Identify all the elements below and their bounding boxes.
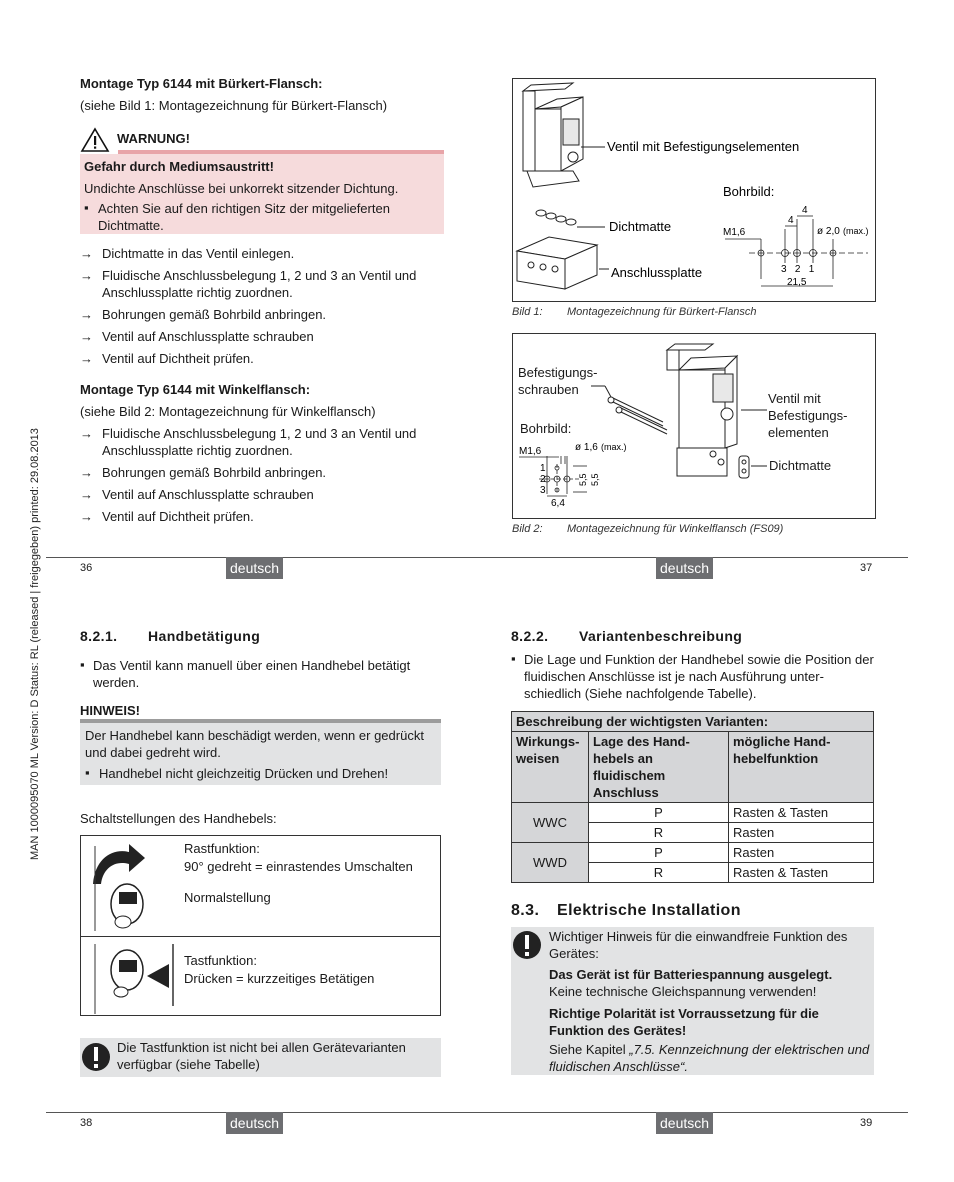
fig2-dim-m: M1,6 [519, 446, 542, 457]
step-2-4: → Ventil auf Dichtheit prüfen. [80, 509, 254, 524]
step-1-4: → Ventil auf Anschlussplatte schrauben [80, 329, 314, 344]
fig2-dim-d: ø 1,6 [575, 442, 598, 453]
language-tab-39: deutsch [656, 1112, 713, 1134]
warning-triangle-icon [80, 127, 110, 153]
fig1-dim-max: (max.) [843, 226, 869, 236]
section-title-elektrische: Elektrische Installation [557, 902, 741, 919]
fig1-dim-ports: 3 2 1 [781, 264, 815, 275]
figure-2-caption: Montagezeichnung für Winkelflansch (FS09) [567, 523, 784, 535]
plate-drawing [517, 237, 597, 289]
info-39-bold-1: Das Gerät ist für Batteriespannung ausgelegt. [549, 967, 833, 982]
figure-1-caption-no: Bild 1: [512, 306, 543, 318]
fig2-dim-64: 6,4 [551, 498, 565, 509]
table-header-function: mögliche Hand- hebelfunktion [729, 732, 874, 803]
heading-montage-buerkert: Montage Typ 6144 mit Bürkert-Flansch: [80, 76, 323, 91]
table-cell-function: Rasten [729, 843, 874, 863]
table-cell-mode: WWD [512, 843, 589, 883]
p39-bullet: ▪ Die Lage und Funktion der Handhebel sowie die Position der fluidischen Anschlüsse ist je nach Ausführung unterschiedlich (Siehe nachfolgende Tabelle). [511, 651, 874, 701]
figure-2 [512, 333, 876, 519]
step-text: Bohrungen gemäß Bohrbild anbringen. [102, 307, 327, 322]
rotate-arrow-icon [93, 844, 145, 884]
language-tab-37: deutsch [656, 557, 713, 579]
section-title-varianten: Variantenbeschreibung [579, 628, 743, 644]
section-number-83: 8.3. [511, 902, 540, 919]
press-arrow-icon [147, 964, 169, 988]
mat-drawing [536, 210, 576, 225]
exclamation-icon [512, 928, 542, 962]
p38-bullet-text: Das Ventil kann manuell über einen Handhebel betätigt werden. [93, 658, 411, 690]
rast-title: Rastfunktion: [184, 841, 260, 856]
step-text: Fluidische Anschlussbelegung 1, 2 und 3 an Ventil und Anschlussplatte richtig zuordnen. [102, 426, 417, 458]
table-cell-function: Rasten & Tasten [729, 863, 874, 883]
subheading-montage-buerkert: (siehe Bild 1: Montagezeichnung für Bürkert-Flansch) [80, 98, 388, 113]
figure-2-drawing [513, 334, 875, 518]
note-bullet: ▪ Handhebel nicht gleichzeitig Drücken und Drehen! [85, 765, 389, 781]
info-39-bold-2: Richtige Polarität ist Vorraussetzung für die Funktion des Gerätes! [549, 1006, 819, 1038]
step-1-1: → Dichtmatte in das Ventil einlegen. [80, 246, 295, 261]
fig1-label-bohrbild: Bohrbild: [723, 184, 775, 199]
language-tab-36: deutsch [226, 557, 283, 579]
step-text: Ventil auf Anschlussplatte schrauben [102, 487, 314, 502]
fig2-screws-drawing [591, 386, 667, 434]
section-number-822: 8.2.2. [511, 628, 549, 644]
rast-text: 90° gedreht = einrastendes Umschalten [184, 859, 413, 874]
table-title-row [512, 712, 874, 732]
table-title: Beschreibung der wichtigsten Varianten: [512, 712, 874, 732]
table-header-row [512, 732, 874, 803]
section-number-821: 8.2.1. [80, 628, 118, 644]
section-title-handbetaetigung: Handbetätigung [148, 628, 261, 644]
figure-1 [512, 78, 876, 302]
fig1-dim-m: M1,6 [723, 227, 746, 238]
tast-text: Drücken = kurzzeitiges Betätigen [184, 971, 375, 986]
step-text: Dichtmatte in das Ventil einlegen. [102, 246, 295, 261]
step-2-3: → Ventil auf Anschlussplatte schrauben [80, 487, 314, 502]
step-text: Fluidische Anschlussbelegung 1, 2 und 3 an Ventil und Anschlussplatte richtig zuordnen. [102, 268, 417, 300]
table-row [512, 803, 874, 823]
table-cell-function: Rasten & Tasten [729, 803, 874, 823]
step-1-3: → Bohrungen gemäß Bohrbild anbringen. [80, 307, 327, 322]
fig1-label-valve: Ventil mit Befestigungselementen [607, 139, 800, 154]
step-1-2: → Fluidische Anschlussbelegung 1, 2 und 3 an Ventil und Anschlussplatte richtig zuordnen. [80, 268, 417, 300]
footer-rule-bottom [46, 1112, 908, 1113]
table-header-mode: Wirkungs- weisen [512, 732, 589, 803]
heading-montage-winkel: Montage Typ 6144 mit Winkelflansch: [80, 382, 311, 397]
fig2-dim-55b: 5,5 [590, 473, 600, 486]
fig1-label-plate: Anschlussplatte [611, 265, 703, 280]
table-header-position: Lage des Hand- hebels an fluidischem Anschluss [589, 732, 729, 803]
warning-bullet: ▪ Achten Sie auf den richtigen Sitz der mitgelieferten Dichtmatte. [84, 200, 390, 233]
table-cell-mode: WWC [512, 803, 589, 843]
page-number-38: 38 [80, 1117, 93, 1129]
fig1-dim-4b: 4 [802, 205, 808, 216]
table-cell-position: R [589, 863, 729, 883]
tast-title: Tastfunktion: [184, 953, 257, 968]
figure-2-caption-no: Bild 2: [512, 523, 543, 535]
exclamation-icon [81, 1040, 111, 1074]
step-text: Ventil auf Dichtheit prüfen. [102, 351, 254, 366]
variants-table [511, 711, 874, 883]
info-39-ref-prefix: Siehe Kapitel [549, 1042, 630, 1057]
fig2-label-bohrbild: Bohrbild: [520, 421, 572, 436]
fig2-label-mat: Dichtmatte [769, 458, 832, 473]
p39-bullet-text: Die Lage und Funktion der Handhebel sowie die Position der fluidischen Anschlüsse ist je nach Ausführung unterschiedlich (Siehe nachfolgende Tabelle). [524, 652, 874, 701]
fig2-mat-drawing [739, 456, 749, 478]
document-metadata-sidebar: MAN 1000095070 ML Version: D Status: RL (released | freigegeben) printed: 29.08.2013 [29, 428, 41, 860]
warning-bullet-text: Achten Sie auf den richtigen Sitz der mitgelieferten Dichtmatte. [98, 201, 390, 233]
info-39-text-2: Keine technische Gleichspannung verwenden! [549, 984, 817, 999]
table-cell-position: P [589, 843, 729, 863]
fig1-label-mat: Dichtmatte [609, 219, 672, 234]
footer-rule-top [46, 557, 908, 558]
lever-drawing [81, 836, 181, 1016]
normal-position: Normalstellung [184, 890, 271, 905]
page-number-36: 36 [80, 562, 93, 574]
note-text: Der Handhebel kann beschädigt werden, wenn er gedrückt und dabei gedreht wird. [85, 728, 424, 760]
warning-subtitle: Gefahr durch Mediumsaustritt! [84, 159, 274, 174]
page-number-37: 37 [860, 562, 873, 574]
fig2-dim-max: (max.) [601, 442, 627, 452]
lever-positions-box [80, 835, 441, 1016]
figure-1-caption: Montagezeichnung für Bürkert-Flansch [567, 306, 757, 318]
step-text: Ventil auf Anschlussplatte schrauben [102, 329, 314, 344]
step-1-5: → Ventil auf Dichtheit prüfen. [80, 351, 254, 366]
p38-bullet: ▪ Das Ventil kann manuell über einen Handhebel betätigt werden. [80, 657, 411, 690]
fig2-dim-3: 3 [540, 485, 546, 496]
valve-drawing [523, 83, 583, 187]
info-text-38: Die Tastfunktion ist nicht bei allen Gerätevarianten verfügbar (siehe Tabelle) [117, 1040, 406, 1072]
table-cell-function: Rasten [729, 823, 874, 843]
step-2-2: → Bohrungen gemäß Bohrbild anbringen. [80, 465, 327, 480]
info-39-ref-link: „7.5. Kennzeichnung der elektrischen und fluidischen Anschlüsse“. [549, 1042, 870, 1074]
table-cell-position: R [589, 823, 729, 843]
schalt-title: Schaltstellungen des Handhebels: [80, 811, 277, 826]
note-title: HINWEIS! [80, 703, 140, 718]
info-39-text-1: Wichtiger Hinweis für die einwandfreie Funktion des Gerätes: [549, 929, 848, 961]
table-cell-position: P [589, 803, 729, 823]
fig2-dim-55a: 5,5 [578, 473, 588, 486]
language-tab-38: deutsch [226, 1112, 283, 1134]
fig2-label-valve: Ventil mit Befestigungs- elementen [768, 391, 848, 440]
subheading-montage-winkel: (siehe Bild 2: Montagezeichnung für Winkelflansch) [80, 404, 376, 419]
step-text: Ventil auf Dichtheit prüfen. [102, 509, 254, 524]
page-number-39: 39 [860, 1117, 873, 1129]
fig1-dim-width: 21,5 [787, 277, 807, 288]
fig2-dim-2: 2 [540, 474, 546, 485]
warning-title: WARNUNG! [117, 131, 190, 146]
step-text: Bohrungen gemäß Bohrbild anbringen. [102, 465, 327, 480]
note-bullet-text: Handhebel nicht gleichzeitig Drücken und Drehen! [99, 766, 389, 781]
table-row [512, 843, 874, 863]
warning-text: Undichte Anschlüsse bei unkorrekt sitzender Dichtung. [84, 181, 399, 196]
fig1-dim-d: ø 2,0 [817, 226, 840, 237]
fig2-dim-1: 1 [540, 463, 546, 474]
step-2-1: → Fluidische Anschlussbelegung 1, 2 und 3 an Ventil und Anschlussplatte richtig zuordnen. [80, 426, 417, 458]
fig2-label-screws: Befestigungs- schrauben [518, 365, 598, 397]
fig2-dimension-drawing [519, 456, 587, 496]
figure-1-drawing [513, 79, 875, 301]
fig2-valve-drawing [667, 344, 737, 476]
fig1-dim-4a: 4 [788, 215, 794, 226]
info-39-text-3 [549, 1041, 871, 1075]
